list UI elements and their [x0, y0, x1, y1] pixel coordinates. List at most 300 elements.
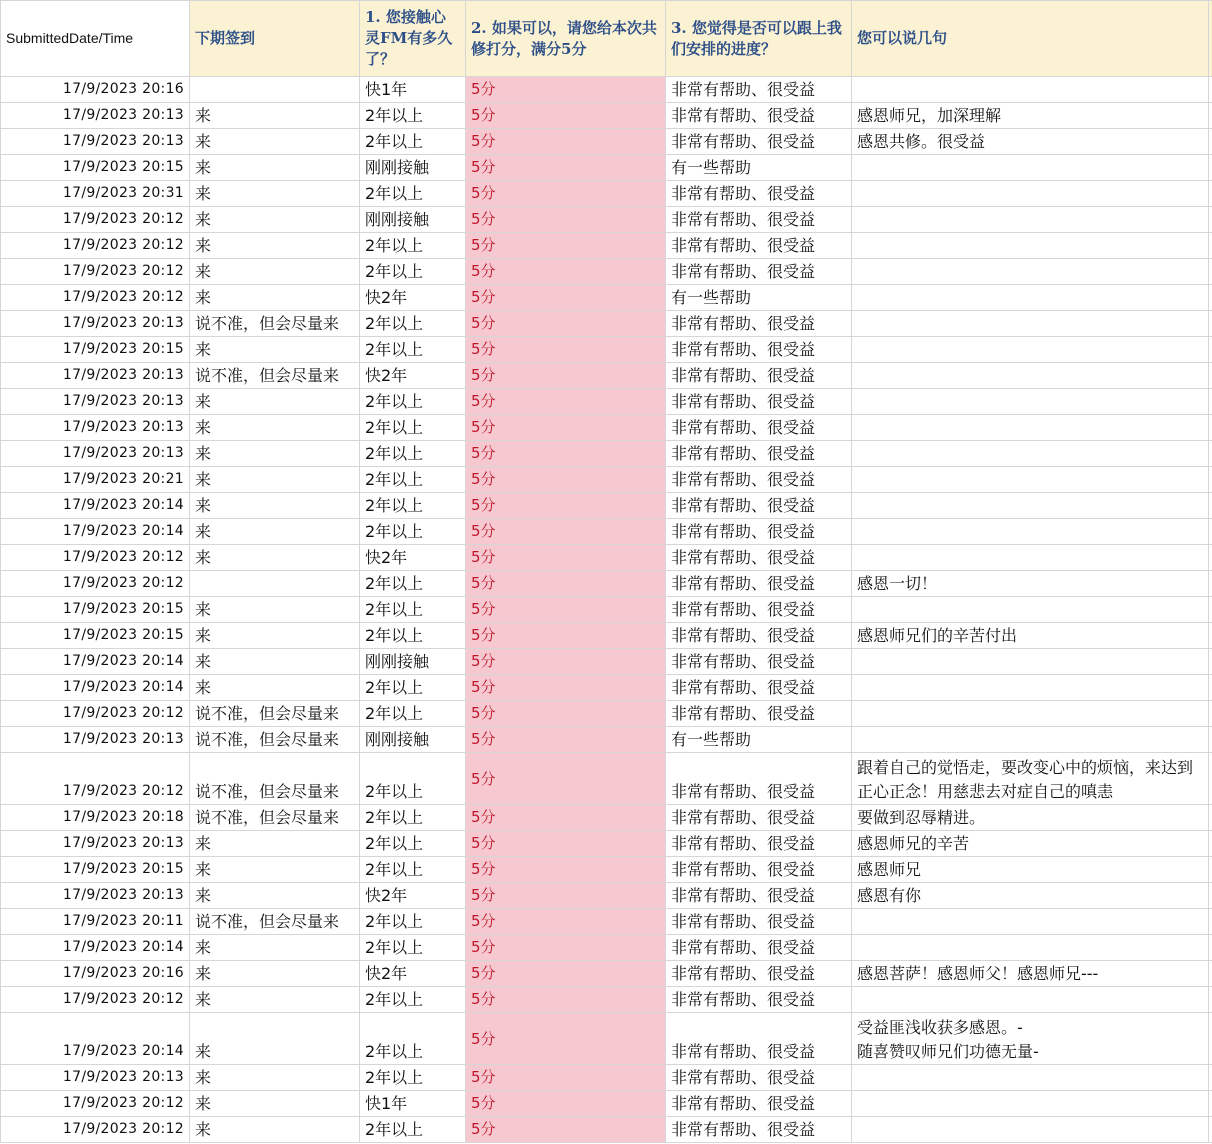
- cell-edge: [1209, 753, 1212, 805]
- cell-date[interactable]: 17/9/2023 20:12: [1, 571, 190, 597]
- cell-edge: [1209, 337, 1212, 363]
- cell-signin[interactable]: 来: [190, 935, 360, 961]
- table-row: [1, 103, 1212, 129]
- table-row: [1, 155, 1212, 181]
- cell-signin[interactable]: 来: [190, 961, 360, 987]
- cell-signin[interactable]: 来: [190, 831, 360, 857]
- cell-rating[interactable]: 5分: [466, 129, 666, 155]
- cell-comment[interactable]: [852, 363, 1209, 389]
- cell-rating[interactable]: 5分: [466, 103, 666, 129]
- cell-progress[interactable]: 非常有帮助、很受益: [666, 259, 852, 285]
- cell-duration[interactable]: 2年以上: [360, 103, 466, 129]
- cell-progress[interactable]: 非常有帮助、很受益: [666, 831, 852, 857]
- cell-date[interactable]: 17/9/2023 20:13: [1, 1065, 190, 1091]
- cell-duration[interactable]: 2年以上: [360, 1117, 466, 1143]
- cell-date[interactable]: 17/9/2023 20:12: [1, 207, 190, 233]
- cell-progress[interactable]: 非常有帮助、很受益: [666, 363, 852, 389]
- cell-duration[interactable]: 2年以上: [360, 701, 466, 727]
- cell-progress[interactable]: 非常有帮助、很受益: [666, 493, 852, 519]
- cell-progress[interactable]: 非常有帮助、很受益: [666, 623, 852, 649]
- cell-rating[interactable]: 5分: [466, 675, 666, 701]
- cell-edge: [1209, 77, 1212, 103]
- cell-comment[interactable]: [852, 311, 1209, 337]
- cell-edge: [1209, 571, 1212, 597]
- cell-comment[interactable]: [852, 909, 1209, 935]
- cell-date[interactable]: 17/9/2023 20:14: [1, 935, 190, 961]
- cell-date[interactable]: 17/9/2023 20:16: [1, 961, 190, 987]
- cell-progress[interactable]: 非常有帮助、很受益: [666, 415, 852, 441]
- cell-rating[interactable]: 5分: [466, 961, 666, 987]
- cell-progress[interactable]: 非常有帮助、很受益: [666, 675, 852, 701]
- cell-rating[interactable]: 5分: [466, 753, 666, 805]
- cell-rating[interactable]: 5分: [466, 155, 666, 181]
- cell-date[interactable]: 17/9/2023 20:12: [1, 233, 190, 259]
- cell-edge: [1209, 831, 1212, 857]
- cell-progress[interactable]: 有一些帮助: [666, 727, 852, 753]
- cell-rating[interactable]: 5分: [466, 337, 666, 363]
- cell-duration[interactable]: 2年以上: [360, 935, 466, 961]
- cell-signin[interactable]: 来: [190, 857, 360, 883]
- cell-comment[interactable]: [852, 493, 1209, 519]
- cell-date[interactable]: 17/9/2023 20:12: [1, 545, 190, 571]
- cell-date[interactable]: 17/9/2023 20:13: [1, 311, 190, 337]
- cell-rating[interactable]: 5分: [466, 987, 666, 1013]
- header-rating[interactable]: 2. 如果可以，请您给本次共修打分，满分5分: [466, 1, 666, 77]
- cell-progress[interactable]: 有一些帮助: [666, 285, 852, 311]
- cell-progress[interactable]: 非常有帮助、很受益: [666, 233, 852, 259]
- table-row: [1, 129, 1212, 155]
- cell-rating[interactable]: 5分: [466, 649, 666, 675]
- cell-rating[interactable]: 5分: [466, 935, 666, 961]
- cell-signin[interactable]: 来: [190, 103, 360, 129]
- cell-rating[interactable]: 5分: [466, 1117, 666, 1143]
- table-row: [1, 883, 1212, 909]
- cell-rating[interactable]: 5分: [466, 519, 666, 545]
- cell-comment[interactable]: [852, 1065, 1209, 1091]
- cell-edge: [1209, 623, 1212, 649]
- cell-duration[interactable]: 2年以上: [360, 441, 466, 467]
- table-row: [1, 675, 1212, 701]
- table-row: [1, 805, 1212, 831]
- cell-signin[interactable]: 来: [190, 285, 360, 311]
- cell-progress[interactable]: 非常有帮助、很受益: [666, 987, 852, 1013]
- table-row: [1, 181, 1212, 207]
- cell-signin[interactable]: 说不准，但会尽量来: [190, 753, 360, 805]
- cell-progress[interactable]: 非常有帮助、很受益: [666, 207, 852, 233]
- cell-duration[interactable]: 快2年: [360, 363, 466, 389]
- cell-date[interactable]: 17/9/2023 20:21: [1, 467, 190, 493]
- cell-comment[interactable]: [852, 1117, 1209, 1143]
- cell-date[interactable]: 17/9/2023 20:13: [1, 883, 190, 909]
- cell-signin[interactable]: 来: [190, 337, 360, 363]
- cell-comment[interactable]: [852, 285, 1209, 311]
- cell-duration[interactable]: 刚刚接触: [360, 207, 466, 233]
- cell-duration[interactable]: 刚刚接触: [360, 649, 466, 675]
- cell-rating[interactable]: 5分: [466, 259, 666, 285]
- cell-comment[interactable]: [852, 649, 1209, 675]
- cell-signin[interactable]: 来: [190, 441, 360, 467]
- cell-duration[interactable]: 快2年: [360, 961, 466, 987]
- cell-signin[interactable]: 来: [190, 181, 360, 207]
- cell-comment[interactable]: [852, 389, 1209, 415]
- cell-rating[interactable]: 5分: [466, 207, 666, 233]
- cell-signin[interactable]: 来: [190, 259, 360, 285]
- cell-comment[interactable]: 感恩菩萨！感恩师父！感恩师兄---: [852, 961, 1209, 987]
- cell-progress[interactable]: 非常有帮助、很受益: [666, 337, 852, 363]
- cell-date[interactable]: 17/9/2023 20:14: [1, 675, 190, 701]
- cell-progress[interactable]: 非常有帮助、很受益: [666, 467, 852, 493]
- cell-signin[interactable]: 来: [190, 545, 360, 571]
- cell-comment[interactable]: 感恩师兄: [852, 857, 1209, 883]
- cell-signin[interactable]: 来: [190, 467, 360, 493]
- cell-comment[interactable]: [852, 727, 1209, 753]
- cell-duration[interactable]: 2年以上: [360, 467, 466, 493]
- cell-comment[interactable]: [852, 987, 1209, 1013]
- cell-signin[interactable]: 来: [190, 883, 360, 909]
- cell-duration[interactable]: 2年以上: [360, 753, 466, 805]
- cell-progress[interactable]: 非常有帮助、很受益: [666, 311, 852, 337]
- cell-edge: [1209, 545, 1212, 571]
- cell-comment[interactable]: [852, 701, 1209, 727]
- cell-duration[interactable]: 2年以上: [360, 675, 466, 701]
- cell-rating[interactable]: 5分: [466, 883, 666, 909]
- cell-rating[interactable]: 5分: [466, 571, 666, 597]
- table-row: [1, 311, 1212, 337]
- cell-comment[interactable]: 感恩有你: [852, 883, 1209, 909]
- cell-progress[interactable]: 非常有帮助、很受益: [666, 935, 852, 961]
- cell-edge: [1209, 103, 1212, 129]
- cell-duration[interactable]: 2年以上: [360, 233, 466, 259]
- cell-edge: [1209, 415, 1212, 441]
- cell-rating[interactable]: 5分: [466, 285, 666, 311]
- cell-date[interactable]: 17/9/2023 20:13: [1, 389, 190, 415]
- cell-progress[interactable]: 非常有帮助、很受益: [666, 883, 852, 909]
- cell-rating[interactable]: 5分: [466, 909, 666, 935]
- cell-date[interactable]: 17/9/2023 20:14: [1, 1013, 190, 1065]
- cell-duration[interactable]: 2年以上: [360, 415, 466, 441]
- cell-progress[interactable]: 非常有帮助、很受益: [666, 701, 852, 727]
- table-row: [1, 935, 1212, 961]
- cell-comment[interactable]: [852, 155, 1209, 181]
- cell-edge: [1209, 649, 1212, 675]
- cell-comment[interactable]: [852, 597, 1209, 623]
- cell-edge: [1209, 493, 1212, 519]
- cell-date[interactable]: 17/9/2023 20:15: [1, 337, 190, 363]
- cell-comment[interactable]: 感恩师兄，加深理解: [852, 103, 1209, 129]
- cell-signin[interactable]: 来: [190, 1091, 360, 1117]
- cell-comment[interactable]: 感恩师兄们的辛苦付出: [852, 623, 1209, 649]
- cell-progress[interactable]: 非常有帮助、很受益: [666, 1091, 852, 1117]
- cell-signin[interactable]: 说不准，但会尽量来: [190, 727, 360, 753]
- cell-comment[interactable]: [852, 441, 1209, 467]
- table-row: [1, 649, 1212, 675]
- cell-progress[interactable]: 有一些帮助: [666, 155, 852, 181]
- table-row: [1, 1117, 1212, 1143]
- cell-date[interactable]: 17/9/2023 20:13: [1, 363, 190, 389]
- cell-signin[interactable]: 来: [190, 233, 360, 259]
- cell-duration[interactable]: 2年以上: [360, 857, 466, 883]
- header-signin[interactable]: 下期签到: [190, 1, 360, 77]
- cell-comment[interactable]: [852, 935, 1209, 961]
- cell-duration[interactable]: 2年以上: [360, 597, 466, 623]
- cell-rating[interactable]: 5分: [466, 311, 666, 337]
- table-row: [1, 493, 1212, 519]
- cell-duration[interactable]: 2年以上: [360, 571, 466, 597]
- cell-signin[interactable]: 说不准，但会尽量来: [190, 805, 360, 831]
- cell-date[interactable]: 17/9/2023 20:11: [1, 909, 190, 935]
- cell-duration[interactable]: 2年以上: [360, 1013, 466, 1065]
- cell-rating[interactable]: 5分: [466, 805, 666, 831]
- cell-duration[interactable]: 2年以上: [360, 259, 466, 285]
- cell-signin[interactable]: 来: [190, 649, 360, 675]
- table-row: [1, 831, 1212, 857]
- cell-comment[interactable]: 要做到忍辱精进。: [852, 805, 1209, 831]
- cell-edge: [1209, 727, 1212, 753]
- cell-comment[interactable]: [852, 207, 1209, 233]
- cell-edge: [1209, 1065, 1212, 1091]
- cell-date[interactable]: 17/9/2023 20:15: [1, 155, 190, 181]
- cell-edge: [1209, 181, 1212, 207]
- cell-edge: [1209, 389, 1212, 415]
- table-row: [1, 363, 1212, 389]
- cell-comment[interactable]: 跟着自己的觉悟走，要改变心中的烦恼，来达到正心正念！用慈悲去对症自己的嗔恚: [852, 753, 1209, 805]
- cell-progress[interactable]: 非常有帮助、很受益: [666, 129, 852, 155]
- cell-duration[interactable]: 2年以上: [360, 389, 466, 415]
- cell-signin[interactable]: 来: [190, 1013, 360, 1065]
- cell-signin[interactable]: 来: [190, 389, 360, 415]
- cell-edge: [1209, 363, 1212, 389]
- cell-edge: [1209, 233, 1212, 259]
- cell-date[interactable]: 17/9/2023 20:13: [1, 441, 190, 467]
- header-date[interactable]: SubmittedDate/Time: [1, 1, 190, 77]
- cell-duration[interactable]: 2年以上: [360, 987, 466, 1013]
- cell-progress[interactable]: 非常有帮助、很受益: [666, 545, 852, 571]
- cell-comment[interactable]: [852, 467, 1209, 493]
- cell-progress[interactable]: 非常有帮助、很受益: [666, 441, 852, 467]
- table-row: [1, 1091, 1212, 1117]
- cell-duration[interactable]: 快1年: [360, 1091, 466, 1117]
- header-progress[interactable]: 3. 您觉得是否可以跟上我们安排的进度？: [666, 1, 852, 77]
- cell-rating[interactable]: 5分: [466, 545, 666, 571]
- cell-duration[interactable]: 2年以上: [360, 519, 466, 545]
- cell-duration[interactable]: 2年以上: [360, 805, 466, 831]
- cell-edge: [1209, 1117, 1212, 1143]
- cell-signin[interactable]: 来: [190, 1065, 360, 1091]
- table-row: [1, 415, 1212, 441]
- cell-comment[interactable]: [852, 337, 1209, 363]
- cell-rating[interactable]: 5分: [466, 415, 666, 441]
- cell-duration[interactable]: 刚刚接触: [360, 155, 466, 181]
- cell-duration[interactable]: 2年以上: [360, 129, 466, 155]
- cell-comment[interactable]: [852, 519, 1209, 545]
- table-row: [1, 259, 1212, 285]
- table-row: [1, 701, 1212, 727]
- cell-comment[interactable]: [852, 233, 1209, 259]
- table-row: [1, 1065, 1212, 1091]
- cell-rating[interactable]: 5分: [466, 831, 666, 857]
- cell-rating[interactable]: 5分: [466, 1013, 666, 1065]
- cell-signin[interactable]: 来: [190, 623, 360, 649]
- cell-comment[interactable]: 感恩一切！: [852, 571, 1209, 597]
- cell-duration[interactable]: 刚刚接触: [360, 727, 466, 753]
- cell-progress[interactable]: 非常有帮助、很受益: [666, 597, 852, 623]
- table-row: [1, 519, 1212, 545]
- table-row: [1, 727, 1212, 753]
- cell-rating[interactable]: 5分: [466, 233, 666, 259]
- cell-rating[interactable]: 5分: [466, 1065, 666, 1091]
- cell-edge: [1209, 285, 1212, 311]
- cell-date[interactable]: 17/9/2023 20:12: [1, 1091, 190, 1117]
- table-row: [1, 753, 1212, 805]
- cell-date[interactable]: 17/9/2023 20:15: [1, 623, 190, 649]
- cell-rating[interactable]: 5分: [466, 77, 666, 103]
- cell-date[interactable]: 17/9/2023 20:12: [1, 753, 190, 805]
- table-row: [1, 909, 1212, 935]
- cell-date[interactable]: 17/9/2023 20:13: [1, 727, 190, 753]
- cell-edge: [1209, 519, 1212, 545]
- table-row: [1, 441, 1212, 467]
- header-duration[interactable]: 1. 您接触心灵FM有多久了？: [360, 1, 466, 77]
- cell-duration[interactable]: 2年以上: [360, 311, 466, 337]
- cell-duration[interactable]: 快1年: [360, 77, 466, 103]
- cell-date[interactable]: 17/9/2023 20:18: [1, 805, 190, 831]
- cell-comment[interactable]: [852, 181, 1209, 207]
- cell-signin[interactable]: 来: [190, 519, 360, 545]
- cell-signin[interactable]: 来: [190, 597, 360, 623]
- table-row: [1, 1013, 1212, 1065]
- cell-date[interactable]: 17/9/2023 20:14: [1, 519, 190, 545]
- cell-edge: [1209, 259, 1212, 285]
- cell-signin[interactable]: [190, 77, 360, 103]
- cell-edge: [1209, 857, 1212, 883]
- cell-duration[interactable]: 2年以上: [360, 909, 466, 935]
- table-row: [1, 233, 1212, 259]
- cell-signin[interactable]: 说不准，但会尽量来: [190, 701, 360, 727]
- cell-date[interactable]: 17/9/2023 20:12: [1, 1117, 190, 1143]
- cell-signin[interactable]: 来: [190, 675, 360, 701]
- cell-date[interactable]: 17/9/2023 20:13: [1, 103, 190, 129]
- cell-rating[interactable]: 5分: [466, 389, 666, 415]
- cell-date[interactable]: 17/9/2023 20:13: [1, 415, 190, 441]
- cell-edge: [1209, 467, 1212, 493]
- cell-signin[interactable]: 说不准，但会尽量来: [190, 311, 360, 337]
- cell-comment[interactable]: [852, 675, 1209, 701]
- cell-edge: [1209, 675, 1212, 701]
- cell-comment[interactable]: [852, 259, 1209, 285]
- cell-date[interactable]: 17/9/2023 20:13: [1, 129, 190, 155]
- cell-progress[interactable]: 非常有帮助、很受益: [666, 909, 852, 935]
- table-row: [1, 207, 1212, 233]
- cell-edge: [1209, 129, 1212, 155]
- cell-duration[interactable]: 2年以上: [360, 1065, 466, 1091]
- cell-rating[interactable]: 5分: [466, 441, 666, 467]
- cell-comment[interactable]: 感恩共修。很受益: [852, 129, 1209, 155]
- cell-duration[interactable]: 快2年: [360, 285, 466, 311]
- cell-signin[interactable]: 来: [190, 155, 360, 181]
- cell-date[interactable]: 17/9/2023 20:15: [1, 597, 190, 623]
- cell-date[interactable]: 17/9/2023 20:12: [1, 285, 190, 311]
- cell-comment[interactable]: [852, 415, 1209, 441]
- header-comment[interactable]: 您可以说几句: [852, 1, 1209, 77]
- cell-progress[interactable]: 非常有帮助、很受益: [666, 389, 852, 415]
- table-row: [1, 571, 1212, 597]
- cell-duration[interactable]: 快2年: [360, 883, 466, 909]
- cell-signin[interactable]: 来: [190, 1117, 360, 1143]
- cell-progress[interactable]: 非常有帮助、很受益: [666, 961, 852, 987]
- table-row: [1, 597, 1212, 623]
- cell-date[interactable]: 17/9/2023 20:14: [1, 649, 190, 675]
- cell-rating[interactable]: 5分: [466, 181, 666, 207]
- cell-progress[interactable]: 非常有帮助、很受益: [666, 753, 852, 805]
- cell-comment[interactable]: 感恩师兄的辛苦: [852, 831, 1209, 857]
- cell-signin[interactable]: 来: [190, 493, 360, 519]
- cell-date[interactable]: 17/9/2023 20:16: [1, 77, 190, 103]
- cell-signin[interactable]: 来: [190, 207, 360, 233]
- cell-duration[interactable]: 2年以上: [360, 181, 466, 207]
- cell-date[interactable]: 17/9/2023 20:12: [1, 701, 190, 727]
- cell-comment[interactable]: [852, 1091, 1209, 1117]
- cell-progress[interactable]: 非常有帮助、很受益: [666, 857, 852, 883]
- cell-progress[interactable]: 非常有帮助、很受益: [666, 1117, 852, 1143]
- cell-rating[interactable]: 5分: [466, 597, 666, 623]
- cell-progress[interactable]: 非常有帮助、很受益: [666, 181, 852, 207]
- cell-comment[interactable]: 受益匪浅收获多感恩。- 随喜赞叹师兄们功德无量-: [852, 1013, 1209, 1065]
- cell-signin[interactable]: 说不准，但会尽量来: [190, 363, 360, 389]
- cell-duration[interactable]: 2年以上: [360, 623, 466, 649]
- table-row: [1, 285, 1212, 311]
- cell-signin[interactable]: 说不准，但会尽量来: [190, 909, 360, 935]
- cell-date[interactable]: 17/9/2023 20:12: [1, 259, 190, 285]
- cell-date[interactable]: 17/9/2023 20:12: [1, 987, 190, 1013]
- cell-comment[interactable]: [852, 77, 1209, 103]
- cell-signin[interactable]: 来: [190, 415, 360, 441]
- cell-progress[interactable]: 非常有帮助、很受益: [666, 519, 852, 545]
- cell-edge: [1209, 961, 1212, 987]
- cell-signin[interactable]: 来: [190, 987, 360, 1013]
- cell-signin[interactable]: 来: [190, 129, 360, 155]
- cell-edge: [1209, 1091, 1212, 1117]
- cell-rating[interactable]: 5分: [466, 493, 666, 519]
- cell-progress[interactable]: 非常有帮助、很受益: [666, 77, 852, 103]
- cell-rating[interactable]: 5分: [466, 857, 666, 883]
- cell-rating[interactable]: 5分: [466, 701, 666, 727]
- cell-comment[interactable]: [852, 545, 1209, 571]
- cell-progress[interactable]: 非常有帮助、很受益: [666, 1013, 852, 1065]
- cell-duration[interactable]: 2年以上: [360, 493, 466, 519]
- cell-signin[interactable]: [190, 571, 360, 597]
- cell-rating[interactable]: 5分: [466, 467, 666, 493]
- cell-date[interactable]: 17/9/2023 20:14: [1, 493, 190, 519]
- cell-rating[interactable]: 5分: [466, 623, 666, 649]
- cell-duration[interactable]: 2年以上: [360, 337, 466, 363]
- cell-rating[interactable]: 5分: [466, 727, 666, 753]
- cell-date[interactable]: 17/9/2023 20:13: [1, 831, 190, 857]
- cell-progress[interactable]: 非常有帮助、很受益: [666, 649, 852, 675]
- cell-rating[interactable]: 5分: [466, 363, 666, 389]
- cell-duration[interactable]: 快2年: [360, 545, 466, 571]
- cell-edge: [1209, 597, 1212, 623]
- table-row: [1, 961, 1212, 987]
- cell-progress[interactable]: 非常有帮助、很受益: [666, 805, 852, 831]
- cell-date[interactable]: 17/9/2023 20:31: [1, 181, 190, 207]
- cell-progress[interactable]: 非常有帮助、很受益: [666, 571, 852, 597]
- cell-rating[interactable]: 5分: [466, 1091, 666, 1117]
- cell-progress[interactable]: 非常有帮助、很受益: [666, 103, 852, 129]
- cell-date[interactable]: 17/9/2023 20:15: [1, 857, 190, 883]
- table-row: [1, 467, 1212, 493]
- cell-duration[interactable]: 2年以上: [360, 831, 466, 857]
- cell-progress[interactable]: 非常有帮助、很受益: [666, 1065, 852, 1091]
